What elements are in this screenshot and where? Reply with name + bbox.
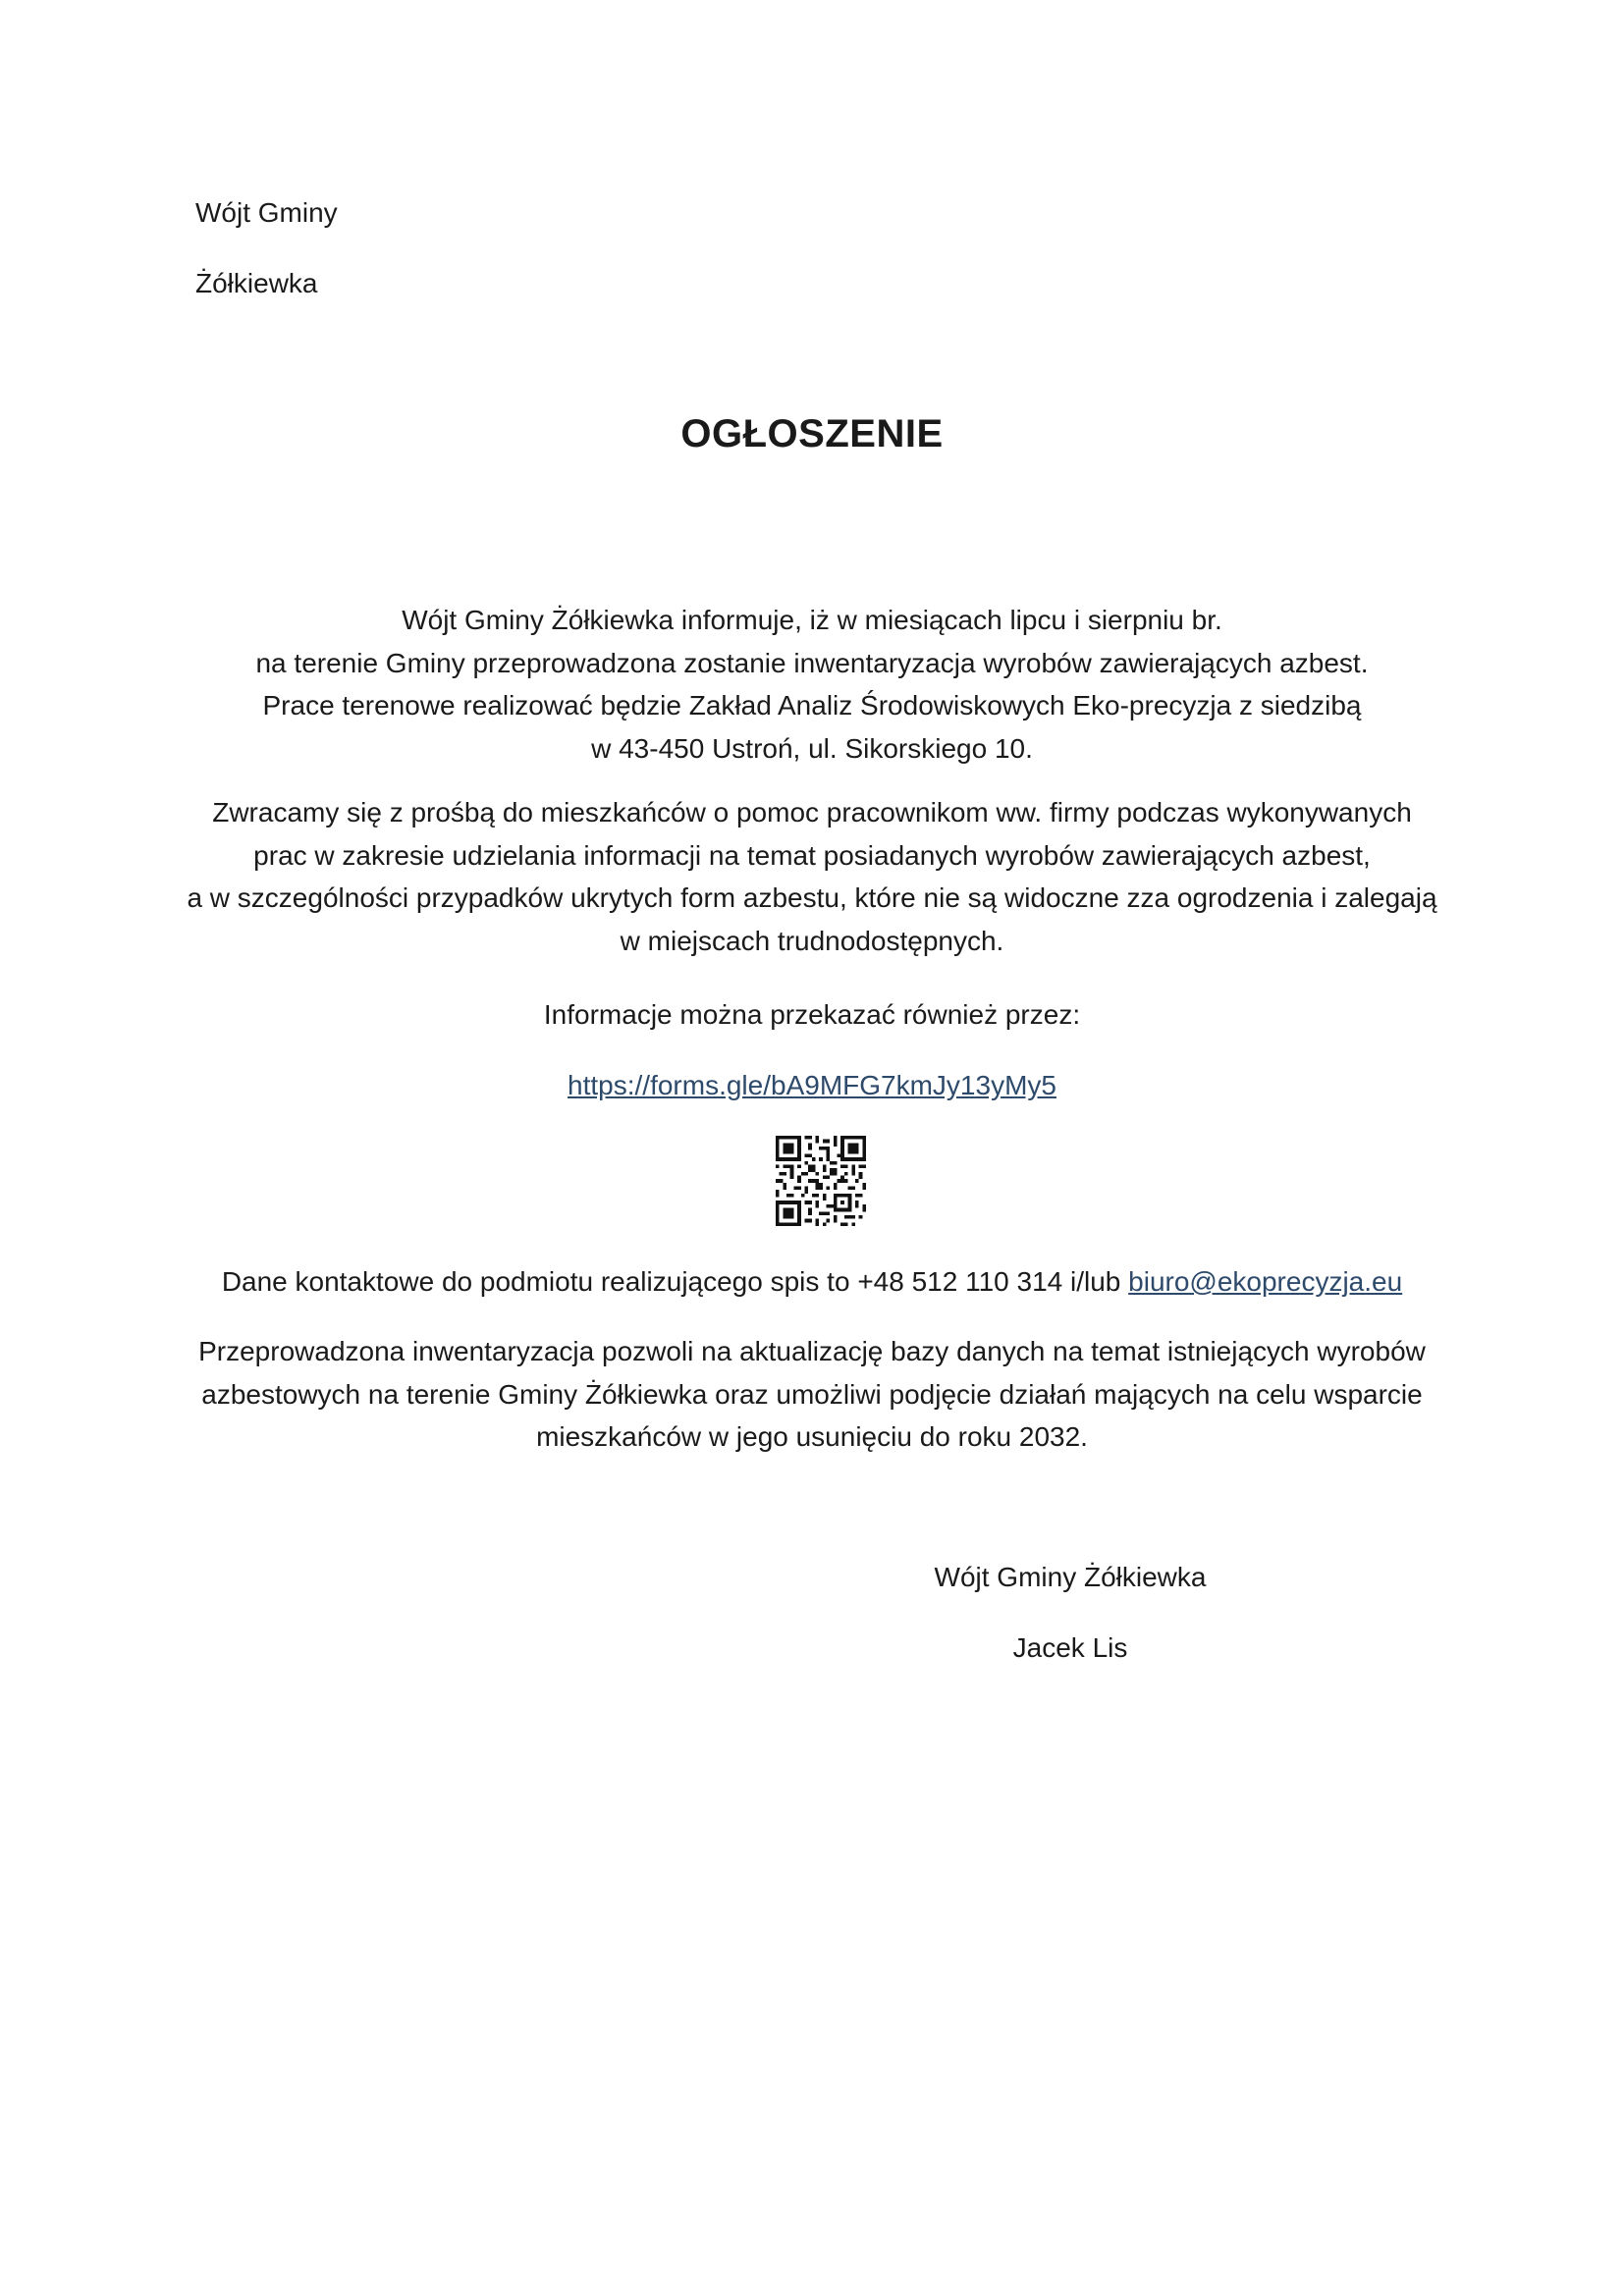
info-text-block (177, 993, 1447, 1037)
signature-name: Jacek Lis (1012, 1632, 1128, 1663)
page-title: OGŁOSZENIE (680, 412, 944, 455)
contact-line (177, 1260, 1447, 1304)
paragraph-1-line: Prace terenowe realizować będzie Zakład Analiz Środowiskowych Eko-precyzja z siedzibą (262, 690, 1362, 721)
paragraph-1-line: w 43-450 Ustroń, ul. Sikorskiego 10. (591, 732, 1033, 764)
contact-email-link[interactable]: biuro@ekoprecyzja.eu (1128, 1266, 1403, 1297)
paragraph-3 (177, 1330, 1447, 1459)
sender-line-1: Wójt Gminy (195, 197, 338, 228)
qr-code-icon (776, 1136, 866, 1226)
form-link-block (177, 1064, 1447, 1107)
paragraph-2-line: w miejscach trudnodostępnych. (620, 925, 1004, 956)
paragraph-2-line: prac w zakresie udzielania informacji na temat posiadanych wyrobów zawierających azbest, (253, 839, 1371, 871)
paragraph-1 (177, 599, 1447, 770)
paragraph-3-line: Przeprowadzona inwentaryzacja pozwoli na aktualizację bazy danych na temat istniejących wyrobów (198, 1336, 1426, 1366)
paragraph-3-line: azbestowych na terenie Gminy Żółkiewka oraz umożliwi podjęcie działań mających na celu wsparcie (201, 1378, 1423, 1410)
form-link[interactable]: https://forms.gle/bA9MFG7kmJy13yMy5 (568, 1070, 1056, 1100)
paragraph-3-line: mieszkańców w jego usunięciu do roku 2032. (536, 1421, 1088, 1452)
paragraph-2-line: Zwracamy się z prośbą do mieszkańców o pomoc pracownikom ww. firmy podczas wykonywanych (212, 797, 1412, 828)
paragraph-1-line: na terenie Gminy przeprowadzona zostanie inwentaryzacja wyrobów zawierających azbest. (255, 647, 1369, 678)
paragraph-1-line: Wójt Gminy Żółkiewka informuje, iż w miesiącach lipcu i sierpniu br. (402, 605, 1222, 635)
contact-block (177, 1260, 1447, 1304)
sender-line-2: Żółkiewka (195, 268, 318, 298)
paragraph-2 (177, 791, 1447, 962)
paragraph-2-line: a w szczególności przypadków ukrytych form azbestu, które nie są widoczne zza ogrodzenia i zalegają (187, 882, 1437, 913)
signature-role: Wójt Gminy Żółkiewka (934, 1562, 1207, 1592)
contact-text: Dane kontaktowe do podmiotu realizującego spis to +48 512 110 314 i/lub (221, 1266, 1129, 1297)
info-text: Informacje można przekazać również przez: (543, 999, 1081, 1030)
